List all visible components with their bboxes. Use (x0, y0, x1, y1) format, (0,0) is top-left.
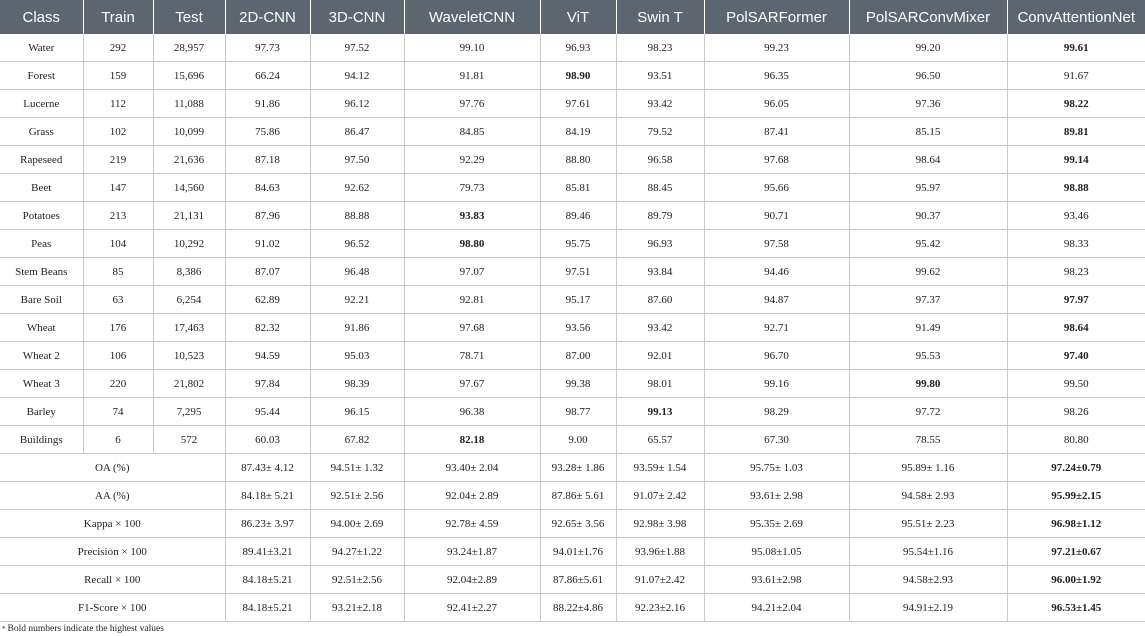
class-name-cell: Lucerne (0, 90, 83, 118)
table-cell: 98.33 (1007, 230, 1145, 258)
metric-value-cell: 93.21±2.18 (310, 594, 404, 622)
metric-value-cell: 97.24±0.79 (1007, 454, 1145, 482)
metric-value-cell: 94.01±1.76 (540, 538, 616, 566)
metric-value-cell: 92.04± 2.89 (404, 482, 540, 510)
table-cell: 99.80 (849, 370, 1007, 398)
class-name-cell: Barley (0, 398, 83, 426)
table-cell: 99.38 (540, 370, 616, 398)
header-row (0, 0, 1145, 34)
table-cell: 93.42 (616, 314, 704, 342)
table-row (0, 118, 1145, 146)
metric-label-cell: Precision × 100 (0, 538, 225, 566)
table-cell: 66.24 (225, 62, 310, 90)
metric-value-cell: 94.91±2.19 (849, 594, 1007, 622)
table-cell: 98.01 (616, 370, 704, 398)
metric-value-cell: 92.65± 3.56 (540, 510, 616, 538)
table-cell: 95.42 (849, 230, 1007, 258)
table-cell: 6 (83, 426, 153, 454)
table-cell: 10,292 (153, 230, 225, 258)
table-cell: 21,802 (153, 370, 225, 398)
metric-value-cell: 96.98±1.12 (1007, 510, 1145, 538)
table-cell: 98.39 (310, 370, 404, 398)
table-cell: 97.40 (1007, 342, 1145, 370)
table-cell: 6,254 (153, 286, 225, 314)
table-cell: 95.66 (704, 174, 849, 202)
table-row (0, 230, 1145, 258)
metric-value-cell: 94.21±2.04 (704, 594, 849, 622)
table-cell: 220 (83, 370, 153, 398)
table-cell: 97.68 (704, 146, 849, 174)
table-cell: 95.44 (225, 398, 310, 426)
table-cell: 97.68 (404, 314, 540, 342)
table-cell: 93.51 (616, 62, 704, 90)
table-cell: 572 (153, 426, 225, 454)
table-cell: 84.85 (404, 118, 540, 146)
metric-value-cell: 95.51± 2.23 (849, 510, 1007, 538)
metric-value-cell: 94.27±1.22 (310, 538, 404, 566)
table-cell: 213 (83, 202, 153, 230)
table-cell: 78.71 (404, 342, 540, 370)
column-header-vit: ViT (540, 0, 616, 34)
table-cell: 14,560 (153, 174, 225, 202)
table-cell: 60.03 (225, 426, 310, 454)
table-cell: 80.80 (1007, 426, 1145, 454)
metric-value-cell: 93.59± 1.54 (616, 454, 704, 482)
table-cell: 98.64 (1007, 314, 1145, 342)
metric-value-cell: 92.51±2.56 (310, 566, 404, 594)
table-cell: 97.07 (404, 258, 540, 286)
metric-value-cell: 92.23±2.16 (616, 594, 704, 622)
metric-label-cell: AA (%) (0, 482, 225, 510)
table-cell: 67.30 (704, 426, 849, 454)
metric-value-cell: 93.40± 2.04 (404, 454, 540, 482)
metric-value-cell: 92.04±2.89 (404, 566, 540, 594)
footnote-text: Bold numbers indicate the highest values (7, 624, 164, 634)
table-cell: 28,957 (153, 34, 225, 62)
column-header-convattentionnet: ConvAttentionNet (1007, 0, 1145, 34)
metric-value-cell: 89.41±3.21 (225, 538, 310, 566)
table-cell: 15,696 (153, 62, 225, 90)
metric-row (0, 510, 1145, 538)
table-cell: 99.10 (404, 34, 540, 62)
table-cell: 91.02 (225, 230, 310, 258)
table-cell: 96.50 (849, 62, 1007, 90)
table-cell: 65.57 (616, 426, 704, 454)
table-cell: 97.84 (225, 370, 310, 398)
class-name-cell: Wheat (0, 314, 83, 342)
metric-value-cell: 95.99±2.15 (1007, 482, 1145, 510)
table-cell: 96.38 (404, 398, 540, 426)
metric-label-cell: OA (%) (0, 454, 225, 482)
table-cell: 99.23 (704, 34, 849, 62)
class-name-cell: Water (0, 34, 83, 62)
table-row (0, 342, 1145, 370)
metric-row (0, 566, 1145, 594)
table-cell: 97.72 (849, 398, 1007, 426)
table-cell: 93.83 (404, 202, 540, 230)
table-cell: 88.45 (616, 174, 704, 202)
metric-value-cell: 92.78± 4.59 (404, 510, 540, 538)
table-cell: 93.56 (540, 314, 616, 342)
class-name-cell: Wheat 2 (0, 342, 83, 370)
table-cell: 97.51 (540, 258, 616, 286)
table-cell: 87.07 (225, 258, 310, 286)
table-cell: 176 (83, 314, 153, 342)
class-name-cell: Peas (0, 230, 83, 258)
table-row (0, 258, 1145, 286)
table-row (0, 202, 1145, 230)
metric-value-cell: 86.23± 3.97 (225, 510, 310, 538)
table-cell: 96.35 (704, 62, 849, 90)
table-cell: 99.14 (1007, 146, 1145, 174)
table-cell: 87.60 (616, 286, 704, 314)
metric-value-cell: 92.98± 3.98 (616, 510, 704, 538)
column-header-class: Class (0, 0, 83, 34)
table-cell: 95.03 (310, 342, 404, 370)
table-cell: 92.62 (310, 174, 404, 202)
table-cell: 292 (83, 34, 153, 62)
table-cell: 99.13 (616, 398, 704, 426)
class-name-cell: Beet (0, 174, 83, 202)
table-cell: 86.47 (310, 118, 404, 146)
table-cell: 62.89 (225, 286, 310, 314)
metric-row (0, 482, 1145, 510)
class-name-cell: Rapeseed (0, 146, 83, 174)
table-cell: 96.12 (310, 90, 404, 118)
table-cell: 99.61 (1007, 34, 1145, 62)
table-cell: 106 (83, 342, 153, 370)
table-cell: 97.36 (849, 90, 1007, 118)
table-cell: 97.97 (1007, 286, 1145, 314)
table-cell: 98.64 (849, 146, 1007, 174)
table-row (0, 314, 1145, 342)
table-cell: 147 (83, 174, 153, 202)
table-cell: 85.15 (849, 118, 1007, 146)
table-cell: 93.42 (616, 90, 704, 118)
table-cell: 99.16 (704, 370, 849, 398)
metric-value-cell: 95.08±1.05 (704, 538, 849, 566)
metric-value-cell: 91.07± 2.42 (616, 482, 704, 510)
table-cell: 93.46 (1007, 202, 1145, 230)
table-cell: 98.23 (1007, 258, 1145, 286)
metric-value-cell: 97.21±0.67 (1007, 538, 1145, 566)
table-cell: 99.62 (849, 258, 1007, 286)
metric-row (0, 454, 1145, 482)
metric-value-cell: 93.24±1.87 (404, 538, 540, 566)
class-name-cell: Wheat 3 (0, 370, 83, 398)
table-cell: 67.82 (310, 426, 404, 454)
table-cell: 91.49 (849, 314, 1007, 342)
table-cell: 95.53 (849, 342, 1007, 370)
column-header-2d-cnn: 2D-CNN (225, 0, 310, 34)
metric-value-cell: 87.86± 5.61 (540, 482, 616, 510)
metric-value-cell: 93.28± 1.86 (540, 454, 616, 482)
table-row (0, 370, 1145, 398)
table-cell: 85 (83, 258, 153, 286)
metric-value-cell: 95.89± 1.16 (849, 454, 1007, 482)
table-cell: 98.90 (540, 62, 616, 90)
table-cell: 11,088 (153, 90, 225, 118)
table-row (0, 90, 1145, 118)
table-cell: 93.84 (616, 258, 704, 286)
table-cell: 87.00 (540, 342, 616, 370)
table-cell: 88.88 (310, 202, 404, 230)
table-cell: 98.88 (1007, 174, 1145, 202)
table-cell: 98.29 (704, 398, 849, 426)
table-cell: 17,463 (153, 314, 225, 342)
metric-label-cell: Kappa × 100 (0, 510, 225, 538)
metric-value-cell: 84.18±5.21 (225, 594, 310, 622)
table-cell: 97.50 (310, 146, 404, 174)
table-cell: 92.01 (616, 342, 704, 370)
column-header-3d-cnn: 3D-CNN (310, 0, 404, 34)
table-cell: 90.37 (849, 202, 1007, 230)
table-cell: 96.15 (310, 398, 404, 426)
table-cell: 91.67 (1007, 62, 1145, 90)
table-row (0, 34, 1145, 62)
column-header-train: Train (83, 0, 153, 34)
table-cell: 90.71 (704, 202, 849, 230)
metric-value-cell: 95.75± 1.03 (704, 454, 849, 482)
table-cell: 75.86 (225, 118, 310, 146)
table-cell: 89.81 (1007, 118, 1145, 146)
table-cell: 98.22 (1007, 90, 1145, 118)
table-cell: 97.37 (849, 286, 1007, 314)
table-cell: 94.12 (310, 62, 404, 90)
column-header-swin-t: Swin T (616, 0, 704, 34)
table-cell: 78.55 (849, 426, 1007, 454)
column-header-waveletcnn: WaveletCNN (404, 0, 540, 34)
table-cell: 95.75 (540, 230, 616, 258)
table-cell: 97.61 (540, 90, 616, 118)
table-cell: 97.73 (225, 34, 310, 62)
metric-value-cell: 93.61±2.98 (704, 566, 849, 594)
table-cell: 91.81 (404, 62, 540, 90)
table-header (0, 0, 1145, 34)
metric-value-cell: 92.41±2.27 (404, 594, 540, 622)
table-cell: 94.59 (225, 342, 310, 370)
table-cell: 82.32 (225, 314, 310, 342)
table-cell: 87.41 (704, 118, 849, 146)
column-header-polsarconvmixer: PolSARConvMixer (849, 0, 1007, 34)
class-name-cell: Potatoes (0, 202, 83, 230)
footnote (2, 624, 164, 635)
table-cell: 9.00 (540, 426, 616, 454)
table-cell: 10,099 (153, 118, 225, 146)
table-cell: 96.05 (704, 90, 849, 118)
table-cell: 92.71 (704, 314, 849, 342)
column-header-test: Test (153, 0, 225, 34)
table-cell: 63 (83, 286, 153, 314)
table-cell: 74 (83, 398, 153, 426)
table-cell: 88.80 (540, 146, 616, 174)
table-cell: 91.86 (310, 314, 404, 342)
column-header-polsarformer: PolSARFormer (704, 0, 849, 34)
table-row (0, 174, 1145, 202)
table-cell: 96.93 (540, 34, 616, 62)
table-row (0, 286, 1145, 314)
table-cell: 92.21 (310, 286, 404, 314)
table-cell: 82.18 (404, 426, 540, 454)
footnote-marker: * (2, 625, 6, 633)
metric-value-cell: 84.18±5.21 (225, 566, 310, 594)
metric-value-cell: 94.58± 2.93 (849, 482, 1007, 510)
table-cell: 96.70 (704, 342, 849, 370)
table-cell: 92.29 (404, 146, 540, 174)
table-cell: 92.81 (404, 286, 540, 314)
table-cell: 21,636 (153, 146, 225, 174)
table-row (0, 62, 1145, 90)
metric-value-cell: 93.96±1.88 (616, 538, 704, 566)
metric-value-cell: 94.00± 2.69 (310, 510, 404, 538)
table-row (0, 426, 1145, 454)
table-cell: 97.76 (404, 90, 540, 118)
table-cell: 98.26 (1007, 398, 1145, 426)
table-cell: 97.52 (310, 34, 404, 62)
metric-value-cell: 94.58±2.93 (849, 566, 1007, 594)
table-cell: 112 (83, 90, 153, 118)
metric-value-cell: 95.35± 2.69 (704, 510, 849, 538)
table-cell: 104 (83, 230, 153, 258)
metric-value-cell: 88.22±4.86 (540, 594, 616, 622)
table-body (0, 34, 1145, 622)
table-row (0, 398, 1145, 426)
table-cell: 97.58 (704, 230, 849, 258)
metric-value-cell: 92.51± 2.56 (310, 482, 404, 510)
table-cell: 95.17 (540, 286, 616, 314)
class-name-cell: Forest (0, 62, 83, 90)
metric-row (0, 538, 1145, 566)
class-name-cell: Stem Beans (0, 258, 83, 286)
table-cell: 219 (83, 146, 153, 174)
metric-value-cell: 94.51± 1.32 (310, 454, 404, 482)
table-cell: 94.46 (704, 258, 849, 286)
metric-label-cell: Recall × 100 (0, 566, 225, 594)
table-cell: 7,295 (153, 398, 225, 426)
table-cell: 87.96 (225, 202, 310, 230)
metric-value-cell: 93.61± 2.98 (704, 482, 849, 510)
table-cell: 79.52 (616, 118, 704, 146)
table-cell: 84.63 (225, 174, 310, 202)
table-cell: 96.58 (616, 146, 704, 174)
class-name-cell: Grass (0, 118, 83, 146)
metric-value-cell: 96.00±1.92 (1007, 566, 1145, 594)
table-cell: 96.48 (310, 258, 404, 286)
table-cell: 97.67 (404, 370, 540, 398)
table-cell: 98.80 (404, 230, 540, 258)
table-cell: 87.18 (225, 146, 310, 174)
table-cell: 96.52 (310, 230, 404, 258)
metric-value-cell: 95.54±1.16 (849, 538, 1007, 566)
table-cell: 21,131 (153, 202, 225, 230)
table-cell: 89.46 (540, 202, 616, 230)
class-name-cell: Bare Soil (0, 286, 83, 314)
table-cell: 84.19 (540, 118, 616, 146)
metric-value-cell: 91.07±2.42 (616, 566, 704, 594)
metric-value-cell: 84.18± 5.21 (225, 482, 310, 510)
table-cell: 85.81 (540, 174, 616, 202)
table-cell: 98.23 (616, 34, 704, 62)
metric-value-cell: 96.53±1.45 (1007, 594, 1145, 622)
table-cell: 95.97 (849, 174, 1007, 202)
metric-value-cell: 87.43± 4.12 (225, 454, 310, 482)
table-cell: 98.77 (540, 398, 616, 426)
metric-label-cell: F1-Score × 100 (0, 594, 225, 622)
table-cell: 89.79 (616, 202, 704, 230)
table-cell: 99.50 (1007, 370, 1145, 398)
table-cell: 102 (83, 118, 153, 146)
metric-value-cell: 87.86±5.61 (540, 566, 616, 594)
table-cell: 94.87 (704, 286, 849, 314)
table-cell: 79.73 (404, 174, 540, 202)
table-cell: 91.86 (225, 90, 310, 118)
table-cell: 10,523 (153, 342, 225, 370)
table-cell: 99.20 (849, 34, 1007, 62)
class-name-cell: Buildings (0, 426, 83, 454)
table-cell: 96.93 (616, 230, 704, 258)
table-cell: 159 (83, 62, 153, 90)
table-row (0, 146, 1145, 174)
table-cell: 8,386 (153, 258, 225, 286)
metric-row (0, 594, 1145, 622)
